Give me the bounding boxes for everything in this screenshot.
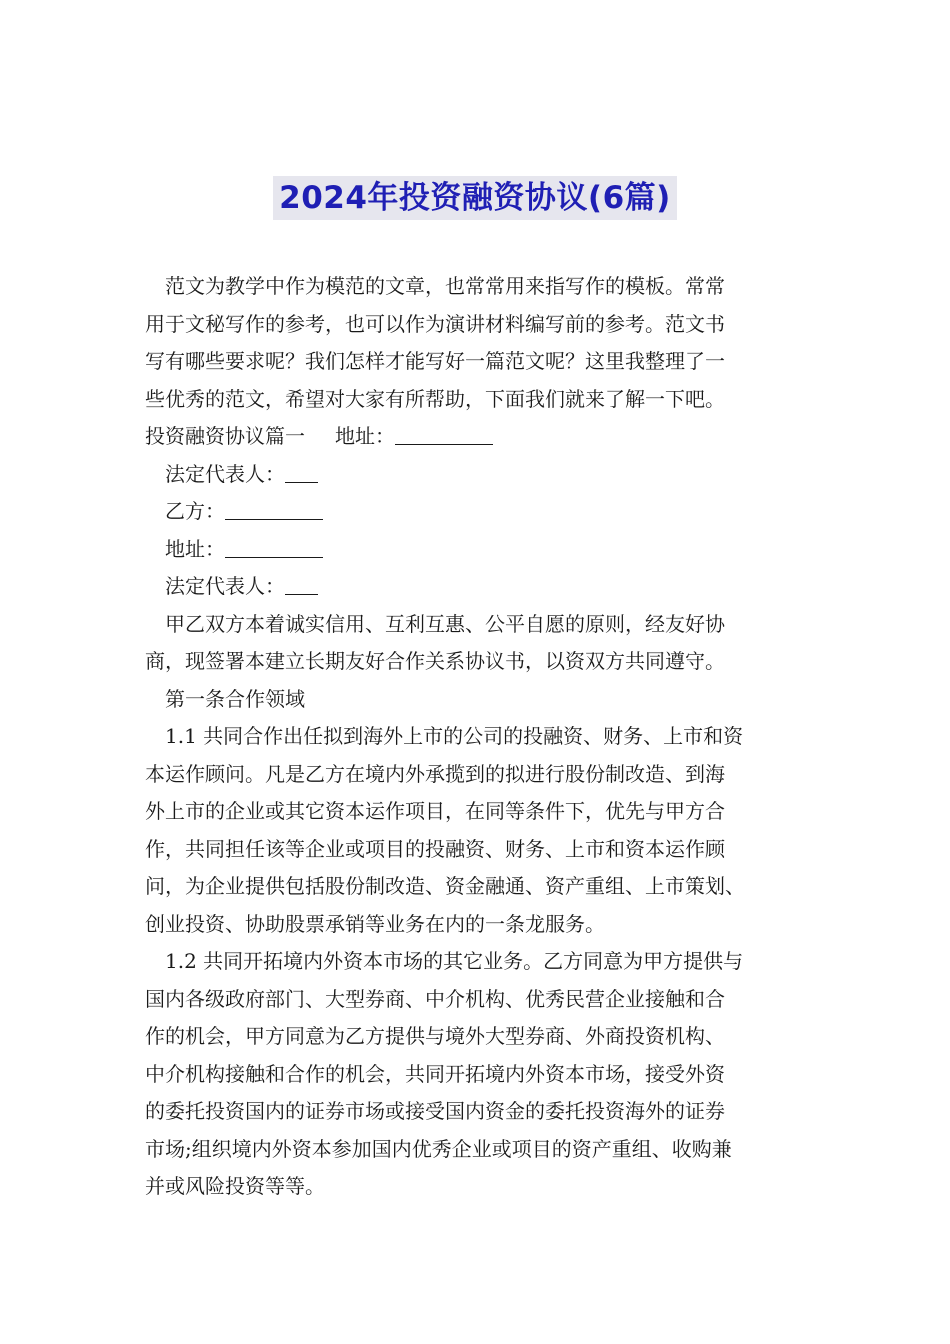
- party-b-label: 乙方：: [165, 499, 225, 523]
- section-heading-line: [145, 418, 815, 456]
- principle-line: 甲乙双方本着诚实信用、互利互惠、公平自愿的原则，经友好协: [165, 611, 725, 636]
- party-b-blank: [225, 497, 323, 520]
- legal-rep-blank-2: [285, 572, 318, 595]
- intro-line: 些优秀的范文，希望对大家有所帮助，下面我们就来了解一下吧。: [145, 386, 725, 411]
- address-label-2: 地址：: [165, 536, 225, 561]
- section-heading: 投资融资协议篇一: [145, 424, 305, 448]
- address-blank-1: [395, 422, 493, 445]
- intro-line: 写有哪些要求呢？我们怎样才能写好一篇范文呢？这里我整理了一: [145, 349, 725, 373]
- legal-rep-label-2: 法定代表人：: [165, 574, 285, 598]
- title-container: [0, 176, 950, 220]
- clause-1-2-line: 的委托投资国内的证券市场或接受国内资金的委托投资海外的证券: [145, 1099, 725, 1123]
- intro-line: 用于文秘写作的参考，也可以作为演讲材料编写前的参考。范文书: [145, 311, 725, 336]
- clause-1-1-line: 创业投资、协助股票承销等业务在内的一条龙服务。: [145, 911, 605, 936]
- address-label-1: 地址：: [335, 424, 395, 448]
- clause-1-1-line: 作，共同担任该等企业或项目的投融资、财务、上市和资本运作顾: [145, 836, 725, 861]
- legal-rep-line-1: [145, 456, 815, 494]
- clause-1-2-line: 并或风险投资等等。: [145, 1174, 325, 1198]
- principle-line: 商，现签署本建立长期友好合作关系协议书，以资双方共同遵守。: [145, 649, 725, 673]
- party-b-line: [145, 493, 815, 531]
- legal-rep-label-1: 法定代表人：: [165, 461, 285, 486]
- address-line-2: [145, 531, 815, 569]
- clause-1-2-line: 作的机会，甲方同意为乙方提供与境外大型券商、外商投资机构、: [145, 1024, 725, 1048]
- document-title: 2024年投资融资协议(6篇): [273, 176, 677, 220]
- clause-1-2-line: 1.2 共同开拓境内外资本市场的其它业务。乙方同意为甲方提供与: [165, 949, 744, 973]
- article-1-heading: 第一条合作领域: [165, 686, 305, 711]
- clause-1-1-line: 问，为企业提供包括股份制改造、资金融通、资产重组、上市策划、: [145, 874, 745, 898]
- legal-rep-line-2: [145, 568, 815, 606]
- clause-1-2-line: 市场;组织境内外资本参加国内优秀企业或项目的资产重组、收购兼: [145, 1136, 732, 1161]
- clause-1-1-line: 外上市的企业或其它资本运作项目，在同等条件下，优先与甲方合: [145, 799, 725, 823]
- address-blank-2: [225, 535, 323, 558]
- intro-line: 范文为教学中作为模范的文章，也常常用来指写作的模板。常常: [165, 274, 725, 298]
- document-body: [145, 268, 815, 1206]
- clause-1-2-line: 国内各级政府部门、大型券商、中介机构、优秀民营企业接触和合: [145, 986, 725, 1011]
- legal-rep-blank-1: [285, 460, 318, 483]
- clause-1-1-line: 1.1 共同合作出任拟到海外上市的公司的投融资、财务、上市和资: [165, 724, 744, 748]
- clause-1-2-line: 中介机构接触和合作的机会，共同开拓境内外资本市场，接受外资: [145, 1061, 725, 1086]
- clause-1-1-line: 本运作顾问。凡是乙方在境内外承揽到的拟进行股份制改造、到海: [145, 761, 725, 786]
